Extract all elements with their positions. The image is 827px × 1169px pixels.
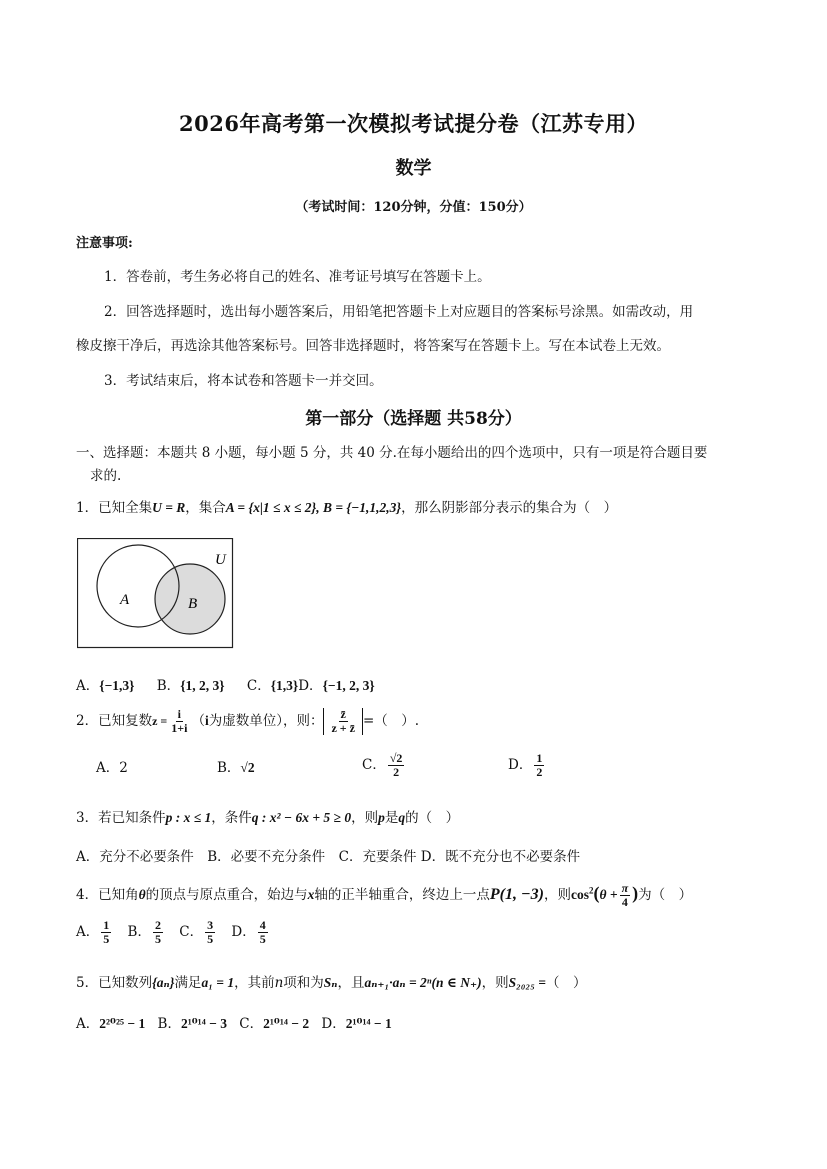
q5-option-b: 2¹⁰¹⁴ − 3 (180, 1016, 227, 1031)
q2-options (96, 756, 128, 776)
q3-p-symbol: p (378, 810, 385, 825)
q1-option-b-label: B． (156, 678, 181, 694)
q4-expression: $\cos^2(\theta$ + $\frac{\pi}{4}$ ) (570, 881, 639, 910)
notice-item-2-line-1: 2．回答选择题时，选出每小题答案后，用铅笔把答题卡上对应题目的答案标号涂黑。如需改动，用 (104, 304, 694, 320)
q5-s2025: S₂₀₂₅ = (508, 975, 546, 990)
q5-mid: 满足 (174, 975, 202, 991)
q4-option-b-label: B． (127, 924, 151, 941)
question-1 (76, 496, 617, 516)
q2-mid2: 为虚数单位），则： (208, 713, 324, 730)
section-title: 第一部分（选择题 共58分） (305, 409, 522, 429)
q4-pi-den: 4 (621, 895, 628, 910)
q2-z-denominator: 1+i (171, 721, 188, 736)
q1-option-c: {1,3} (270, 678, 299, 693)
q2-prefix: 2．已知复数 (76, 713, 153, 730)
q4-mid3: ，则 (543, 886, 571, 903)
q4-option-c-den: 5 (207, 932, 214, 947)
q5-a1: a₁ = 1 (201, 975, 235, 990)
notice-heading: 注意事项: (76, 236, 133, 251)
q2-option-d-num: 1 (536, 751, 543, 765)
q1-universal-set: U = R (152, 500, 186, 515)
question-3 (76, 806, 459, 826)
q5-sequence: {aₙ} (152, 975, 175, 990)
q4-option-a-label: A． (76, 924, 100, 941)
q2-option-b: √2 (240, 760, 255, 775)
q2-option-c-num: √2 (389, 751, 403, 765)
q3-mid3: 是 (384, 810, 399, 826)
q4-square: 2 (588, 885, 594, 896)
q2-abs-numerator: z̄ (340, 707, 346, 721)
q1-option-c-label: C． (246, 678, 271, 694)
q4-cos: cos (570, 886, 589, 902)
q2-abs-value (323, 708, 363, 735)
q3-condition-q: q : x² − 6x + 5 ≥ 0 (251, 810, 352, 825)
q1-option-d: {−1, 2, 3} (322, 678, 375, 693)
q4-pi-num: π (621, 881, 629, 895)
q3-q-symbol: q (398, 810, 406, 825)
q5-mid5: ，则 (481, 975, 509, 991)
exam-title: 2026年高考第一次模拟考试提分卷（江苏专用） (179, 111, 648, 136)
q3-condition-p: p : x ≤ 1 (165, 810, 212, 825)
q5-sn: Sₙ (323, 975, 338, 990)
q4-option-c-num: 3 (207, 918, 214, 932)
q4-theta-plus: θ + (599, 886, 618, 902)
notice-item-1: 1．答卷前，考生务必将自己的姓名、准考证号填写在答题卡上。 (104, 269, 491, 285)
q2-z-eq: z = (152, 714, 168, 729)
q5-option-a-label: A． (76, 1016, 100, 1032)
q2-z-numerator: i (177, 707, 182, 721)
q4-mid: 的顶点与原点重合，始边与 (145, 886, 308, 903)
q4-option-a-den: 5 (103, 932, 110, 947)
q3-options: A．充分不必要条件 B．必要不充分条件 C．充要条件 D．既不充分也不必要条件 (76, 849, 581, 865)
exam-meta: （考试时间：120分钟，分值：150分） (295, 200, 532, 215)
q2-suffix: =（ ）. (362, 713, 420, 730)
q1-option-a: {−1,3} (99, 678, 135, 693)
q2-option-c-label: C． (362, 757, 386, 774)
q4-option-d-num: 4 (259, 918, 266, 932)
q5-mid3: 项和为 (283, 975, 324, 991)
q5-option-c: 2¹⁰¹⁴ − 2 (263, 1016, 310, 1031)
section-intro-line-2: 求的. (90, 468, 122, 484)
q1-prefix: 1．已知全集 (76, 500, 153, 516)
q4-suffix: 为（ ） (638, 886, 693, 903)
q2-option-d (534, 752, 544, 779)
q2-abs-denominator: z + z̄ (331, 721, 355, 736)
q2-option-a: 2 (119, 760, 128, 776)
q5-options (76, 1012, 392, 1032)
q5-relation: aₙ₊₁·aₙ = 2ⁿ(n ∈ N₊) (364, 975, 482, 990)
q3-prefix: 3．若已知条件 (76, 810, 166, 826)
q4-option-a (101, 919, 111, 946)
q1-option-d-label: D． (298, 678, 323, 694)
q2-option-b-label: B． (217, 760, 241, 776)
q5-option-b-label: B． (157, 1016, 181, 1032)
section-intro-line-1: 一、选择题：本题共 8 小题，每小题 5 分，共 40 分.在每小题给出的四个选项中，只有一项是符合题目要 (76, 445, 708, 461)
q2-option-b-wrap (217, 756, 255, 776)
q4-option-c (205, 919, 215, 946)
q5-option-d: 2¹⁰¹⁴ − 1 (345, 1016, 392, 1031)
q4-options (76, 919, 270, 946)
q4-option-d-den: 5 (259, 932, 266, 947)
q3-mid2: ，则 (351, 810, 379, 826)
q4-option-d (258, 919, 268, 946)
q5-prefix: 5．已知数列 (76, 975, 153, 991)
q4-point: P(1, −3) (489, 885, 544, 903)
q5-mid2: ，其前 (234, 975, 275, 991)
subject-heading: 数学 (395, 158, 432, 179)
venn-label-a: A (120, 592, 130, 608)
q2-option-c-den: 2 (393, 765, 400, 780)
q4-mid2: 轴的正半轴重合，终边上一点 (314, 886, 490, 903)
q3-suffix: 的（ ） (405, 810, 460, 826)
q2-z-fraction (169, 708, 189, 735)
q4-theta: θ (138, 886, 146, 902)
q2-option-d-label: D． (508, 757, 533, 774)
q4-x-symbol: x (307, 886, 315, 902)
question-4 (76, 882, 692, 909)
q2-option-d-den: 2 (536, 765, 543, 780)
q1-sets: A = {x|1 ≤ x ≤ 2}, B = {−1,1,2,3} (225, 500, 402, 515)
q2-mid: （ (191, 713, 205, 730)
q2-abs-fraction (329, 708, 357, 735)
question-2 (76, 708, 419, 735)
q4-pi-fraction (620, 882, 631, 909)
q4-option-b-num: 2 (154, 918, 161, 932)
q4-option-d-label: D． (231, 924, 256, 941)
question-5 (76, 971, 586, 991)
q1-option-a-label: A． (76, 678, 100, 694)
venn-diagram (77, 538, 234, 649)
q4-option-c-label: C． (179, 924, 204, 941)
q2-option-c-wrap (362, 752, 406, 779)
q4-option-a-num: 1 (103, 918, 110, 932)
q2-option-a-label: A． (96, 760, 120, 776)
q5-mid4: ，且 (337, 975, 365, 991)
q5-n-symbol: n (274, 975, 284, 991)
notice-item-2-line-2: 橡皮擦干净后，再选涂其他答案标号。回答非选择题时，将答案写在答题卡上。写在本试卷上无效。 (76, 338, 670, 354)
q4-option-b-den: 5 (154, 932, 161, 947)
q4-prefix: 4．已知角 (76, 886, 139, 903)
q1-options (76, 674, 375, 694)
venn-label-u: U (215, 552, 226, 568)
q3-mid: ，条件 (211, 810, 252, 826)
q2-i-symbol: i (204, 713, 209, 729)
venn-label-b: B (188, 596, 198, 612)
q1-option-b: {1, 2, 3} (180, 678, 225, 693)
q2-option-c (388, 752, 405, 779)
q4-option-b (153, 919, 163, 946)
q5-option-d-label: D． (321, 1016, 346, 1032)
q5-option-a: 2²⁰²⁵ − 1 (99, 1016, 146, 1031)
q1-suffix: ，那么阴影部分表示的集合为（ ） (401, 500, 618, 516)
q2-option-d-wrap (508, 752, 546, 779)
q5-option-c-label: C． (239, 1016, 264, 1032)
q5-suffix: （ ） (545, 975, 587, 991)
q1-mid: ，集合 (185, 500, 226, 516)
notice-item-3: 3．考试结束后，将本试卷和答题卡一并交回。 (104, 373, 383, 389)
